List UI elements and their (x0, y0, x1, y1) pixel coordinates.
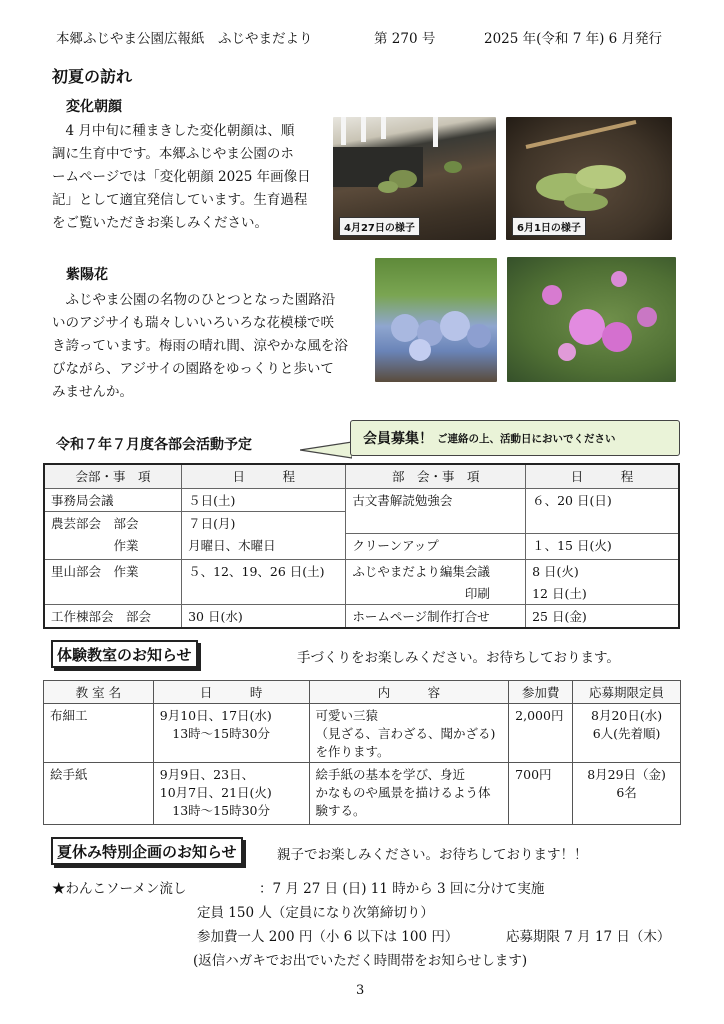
classes-table (43, 680, 681, 825)
table-cell: クリーンアップ (346, 534, 526, 560)
header-cell: 内 容 (309, 681, 509, 704)
text-line: をご覧いただきお楽しみください。 (52, 215, 268, 231)
table-cell: 作業 (44, 534, 182, 560)
table-cell: ７日(月) (182, 511, 346, 534)
activities-table (43, 463, 680, 629)
table-cell: ホームページ制作打合せ (346, 605, 526, 629)
header-cell: 部 会・事 項 (346, 464, 526, 488)
table-cell (573, 763, 681, 825)
text-line: ふじやま公園の名物のひとつとなった園路沿 (52, 292, 336, 308)
header-cell: 会部・事 項 (44, 464, 182, 488)
text-line: びながら、アジサイの園路をゆっくりと歩いて (52, 361, 334, 377)
table-cell: 印刷 (346, 582, 526, 605)
text-line: いのアジサイも瑞々しいいろいろな花模様で咲 (52, 315, 335, 331)
table-row (44, 763, 681, 825)
cell-line: 10月7日、21日(火) (159, 785, 272, 800)
text-line: みませんか。 (52, 384, 133, 400)
activities-title: 令和７年７月度各部会活動予定 (56, 437, 252, 453)
table-cell: 古文書解読勉強会 (346, 488, 526, 534)
cell-line: かなものや風景を描けるよう体 (315, 785, 491, 800)
table-cell: 農芸部会 部会 (44, 511, 182, 534)
cell-line: 13時～15時30分 (159, 803, 270, 818)
text-line: 4 月中旬に種まきした変化朝顔は、順 (52, 123, 295, 139)
callout-sub: ご連絡の上、活動日においでください (437, 432, 616, 445)
header-cell: 参加費 (509, 681, 573, 704)
table-cell: 布細工 (44, 704, 154, 763)
table-cell (153, 704, 309, 763)
cell-line: 8月20日(水) (591, 708, 663, 723)
callout-pointer (300, 438, 352, 460)
event-capacity: 定員 150 人（定員になり次第締切り） (197, 905, 434, 921)
table-cell: 月曜日、木曜日 (182, 534, 346, 560)
summer-event-title: 夏休み特別企画のお知らせ (51, 837, 243, 865)
event-fee: 参加費一人 200 円（小 6 以下は 100 円） (197, 929, 459, 945)
text-line: 記」として適宜発信しています。生育過程 (52, 192, 308, 208)
callout-main: 会員募集！ (363, 431, 433, 447)
table-cell: 里山部会 作業 (44, 560, 182, 605)
hydrangea-text (52, 289, 372, 404)
morning-glory-photo-april (333, 117, 496, 240)
table-cell: 8 日(火) (526, 560, 679, 583)
subtitle-hydrangea: 紫陽花 (66, 267, 108, 283)
cell-line: （見ざる、言わざる、聞かざる) (315, 726, 496, 741)
table-cell: 事務局会議 (44, 488, 182, 511)
issue-date: 2025 年(令和 7 年) 6 月発行 (484, 31, 663, 47)
photo-caption-june: 6月1日の様子 (512, 217, 586, 236)
table-cell: 絵手紙 (44, 763, 154, 825)
table-row (44, 704, 681, 763)
text-line: ームページでは「変化朝顔 2025 年画像日 (52, 169, 311, 185)
cell-line: 絵手紙の基本を学び、身近 (315, 767, 466, 782)
table-cell: ６、20 日(日) (526, 488, 679, 534)
section-title-early-summer: 初夏の訪れ (52, 67, 133, 86)
event-name: ★わんこソーメン流し (52, 881, 187, 897)
table-cell: 12 日(土) (526, 582, 679, 605)
table-cell: ５、12、19、26 日(土) (182, 560, 346, 605)
table-cell: 工作棟部会 部会 (44, 605, 182, 629)
table-cell (309, 704, 509, 763)
header-cell: 日 程 (526, 464, 679, 488)
table-cell: 2,000円 (509, 704, 573, 763)
subtitle-morning-glory: 変化朝顔 (66, 99, 122, 115)
cell-line: 6名 (616, 785, 637, 800)
cell-line: 13時～15時30分 (159, 726, 270, 741)
table-cell (573, 704, 681, 763)
member-recruit-callout (350, 420, 680, 456)
hydrangea-closeup-photo (507, 257, 676, 382)
cell-line: 8月29日（金) (587, 767, 666, 782)
table-cell: ５日(土) (182, 488, 346, 511)
header-cell: 教 室 名 (44, 681, 154, 704)
issue-number: 第 270 号 (374, 31, 436, 47)
table-cell: ふじやまだより編集会議 (346, 560, 526, 583)
cell-line: 験する。 (315, 803, 366, 818)
table-cell: 700円 (509, 763, 573, 825)
publication-name: 本郷ふじやま公園広報紙 ふじやまだより (56, 31, 313, 47)
table-cell: 25 日(金) (526, 605, 679, 629)
morning-glory-photo-june (506, 117, 672, 240)
cell-line: 9月9日、23日、 (159, 767, 255, 782)
summer-event-note: 親子でお楽しみください。お待ちしております！！ (277, 847, 588, 863)
table-cell: １、15 日(火) (526, 534, 679, 560)
event-reply-note: (返信ハガキでお出でいただく時間帯をお知らせします) (193, 953, 528, 969)
photo-caption-april: 4月27日の様子 (339, 217, 420, 236)
cell-line: 6人(先着順) (592, 726, 661, 741)
event-when: ：7 月 27 日 (日) 11 時から 3 回に分けて実施 (259, 881, 545, 897)
table-cell (153, 763, 309, 825)
header-cell: 応募期限定員 (573, 681, 681, 704)
text-line: 調に生育中です。本郷ふじやま公園のホ (52, 146, 294, 162)
hydrangea-path-photo (375, 258, 497, 382)
classes-title: 体験教室のお知らせ (51, 640, 198, 668)
header-cell: 日 時 (153, 681, 309, 704)
text-line: き誇っています。梅雨の晴れ間、涼やかな風を浴 (52, 338, 348, 354)
page-number: 3 (356, 983, 365, 998)
event-deadline: 応募期限 7 月 17 日（木） (506, 929, 671, 945)
table-cell: 30 日(水) (182, 605, 346, 629)
cell-line: を作ります。 (315, 744, 390, 759)
table-cell (309, 763, 509, 825)
morning-glory-text (52, 120, 332, 235)
classes-note: 手づくりをお楽しみください。お待ちしております。 (297, 650, 620, 666)
header-cell: 日 程 (182, 464, 346, 488)
cell-line: 9月10日、17日(水) (159, 708, 272, 723)
cell-line: 可愛い三猿 (315, 708, 379, 723)
